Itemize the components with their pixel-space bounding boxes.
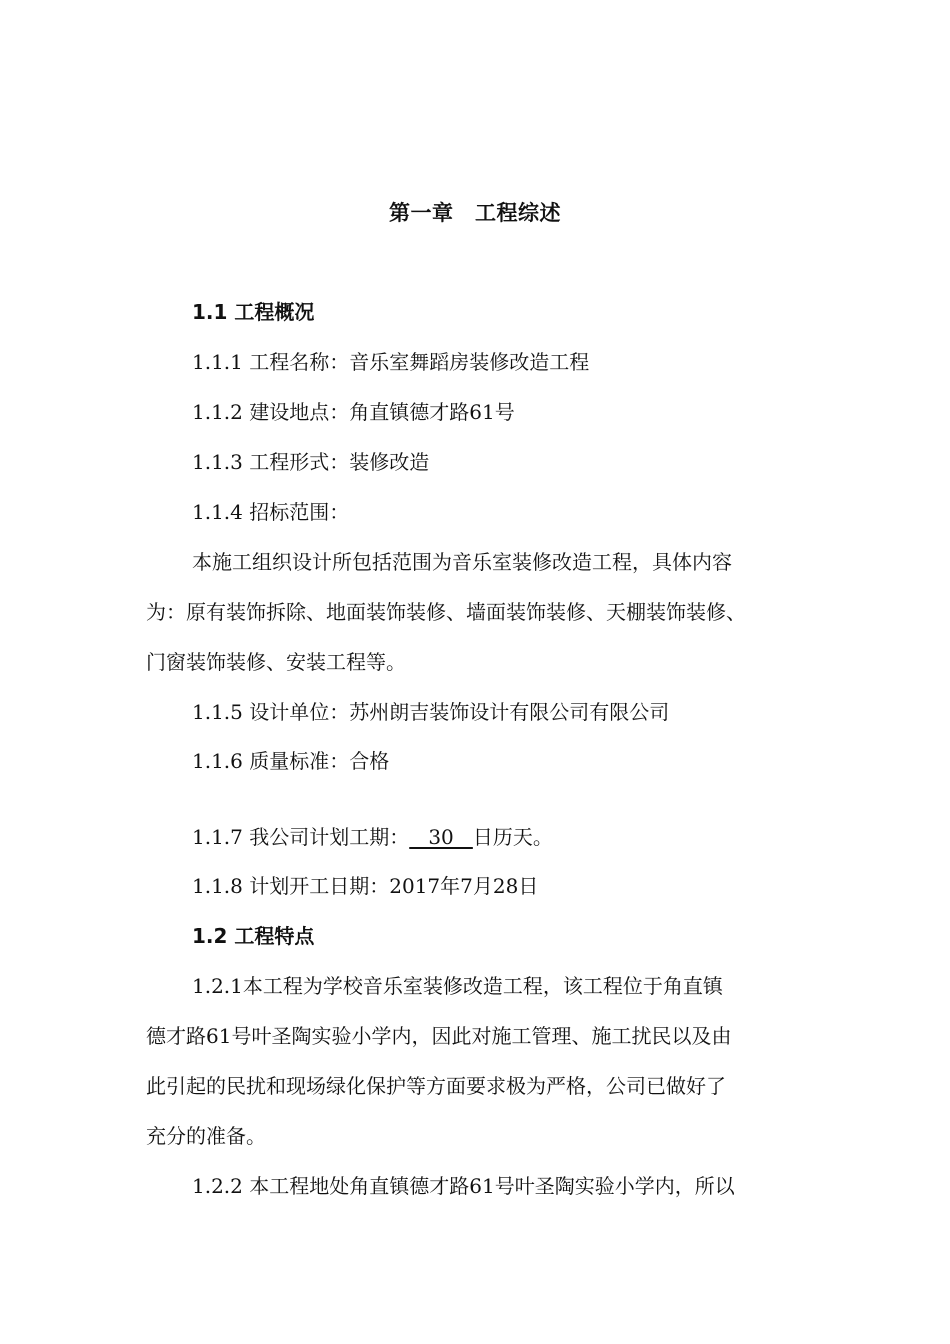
item-bidding-scope: 1.1.4 招标范围： [192,500,350,524]
item-design-unit: 1.1.5 设计单位：苏州朗吉装饰设计有限公司有限公司 [192,700,670,724]
feature-paragraph-1-line-1: 1.2.1本工程为学校音乐室装修改造工程，该工程位于角直镇 [192,974,723,998]
chapter-title: 第一章 工程综述 [389,201,561,225]
item-project-form: 1.1.3 工程形式：装修改造 [192,450,430,474]
scope-paragraph-line-2: 为：原有装饰拆除、地面装饰装修、墙面装饰装修、天棚装饰装修、 [146,600,746,624]
duration-label: 1.1.7 我公司计划工期： [192,825,410,849]
section-heading-1-1: 1.1 工程概况 [192,300,315,324]
item-planned-start-date: 1.1.8 计划开工日期：2017年7月28日 [192,874,539,898]
section-heading-1-2: 1.2 工程特点 [192,924,315,948]
scope-paragraph-line-3: 门窗装饰装修、安装工程等。 [146,650,406,674]
feature-paragraph-1-line-3: 此引起的民扰和现场绿化保护等方面要求极为严格，公司已做好了 [146,1074,726,1098]
item-quality-standard: 1.1.6 质量标准：合格 [192,749,390,773]
item-project-name: 1.1.1 工程名称：音乐室舞蹈房装修改造工程 [192,350,590,374]
item-construction-site: 1.1.2 建设地点：角直镇德才路61号 [192,400,515,424]
scope-paragraph-line-1: 本施工组织设计所包括范围为音乐室装修改造工程，具体内容 [192,550,732,574]
feature-paragraph-2-line-1: 1.2.2 本工程地处角直镇德才路61号叶圣陶实验小学内，所以 [192,1174,735,1198]
feature-paragraph-1-line-2: 德才路61号叶圣陶实验小学内，因此对施工管理、施工扰民以及由 [146,1024,732,1048]
item-planned-duration [192,822,553,852]
feature-paragraph-1-line-4: 充分的准备。 [146,1124,266,1148]
duration-unit: 日历天。 [472,825,553,849]
duration-value: 30 [409,825,473,849]
